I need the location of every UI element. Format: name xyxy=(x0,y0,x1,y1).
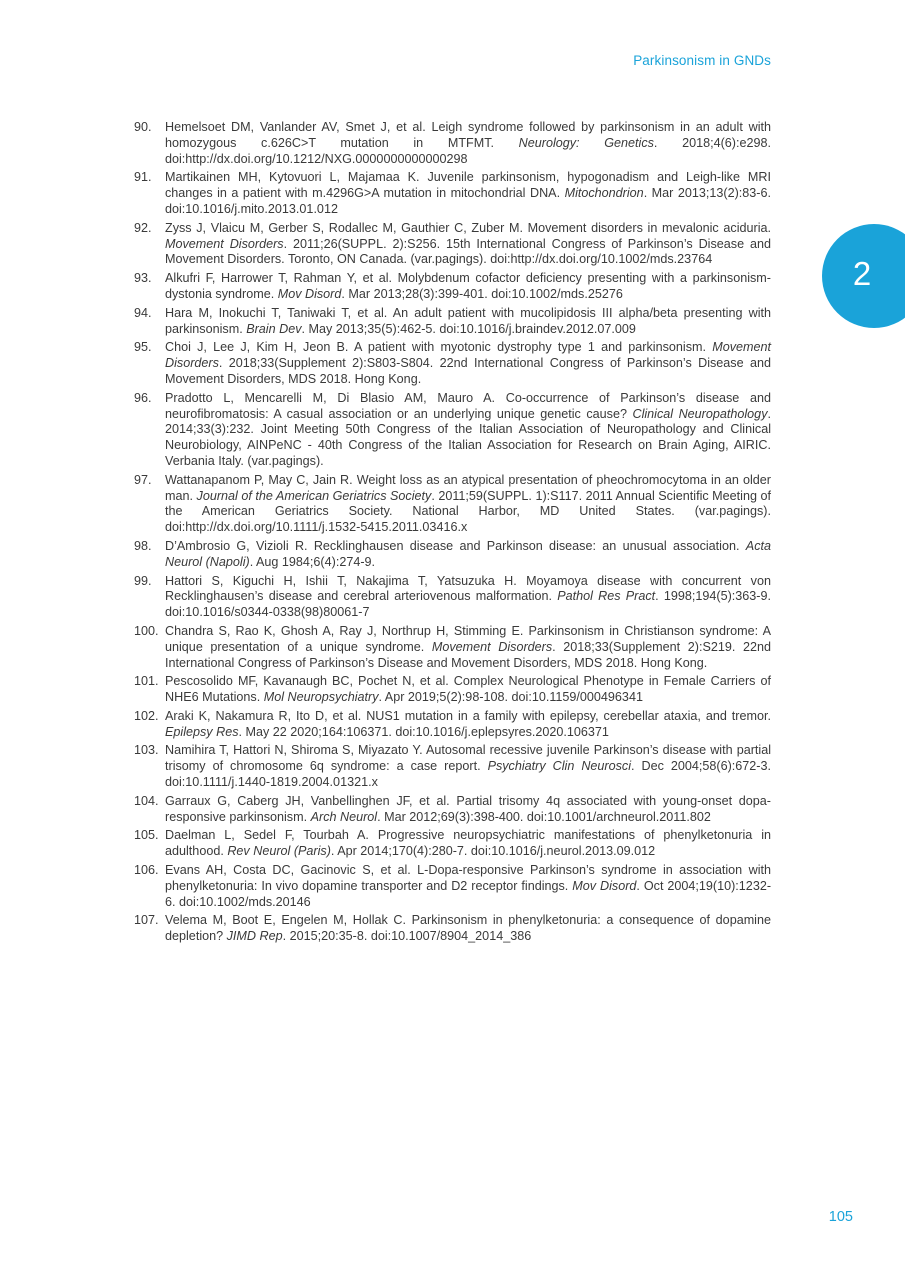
reference-item xyxy=(134,709,771,741)
reference-item xyxy=(134,221,771,268)
reference-journal: Arch Neurol xyxy=(310,809,378,824)
reference-number: 101. xyxy=(134,674,159,689)
reference-item xyxy=(134,574,771,621)
reference-journal: Clinical Neuropathology xyxy=(632,406,768,421)
reference-citation: . May 22 2020;164:106371. doi:10.1016/j.eplepsyres.2020.106371 xyxy=(238,724,609,739)
reference-journal: Journal of the American Geriatrics Society xyxy=(196,488,432,503)
reference-authors-title: Zyss J, Vlaicu M, Gerber S, Rodallec M, Gauthier C, Zuber M. Movement disorders in mevalonic aciduria. xyxy=(165,220,771,235)
reference-authors-title: Chandra S, Rao K, Ghosh A, Ray J, Northrup H, Stimming E. Parkinsonism in Christianson syndrome: A unique presentation of a unique syndrome. xyxy=(165,623,771,654)
reference-authors-title: Choi J, Lee J, Kim H, Jeon B. A patient with myotonic dystrophy type 1 and parkinsonism. xyxy=(165,340,713,355)
reference-journal: Movement Disorders xyxy=(165,340,771,371)
reference-number: 100. xyxy=(134,623,159,638)
chapter-tab xyxy=(822,224,905,328)
reference-item xyxy=(134,913,771,945)
reference-journal: JIMD Rep xyxy=(226,929,283,944)
reference-citation: . Apr 2014;170(4):280-7. doi:10.1016/j.neurol.2013.09.012 xyxy=(330,844,656,859)
reference-authors-title: Alkufri F, Harrower T, Rahman Y, et al. Molybdenum cofactor deficiency presenting with a parkinsonism-dystonia syndrome. xyxy=(165,271,771,301)
reference-item xyxy=(134,828,771,860)
reference-text xyxy=(165,794,771,826)
reference-text xyxy=(165,391,771,470)
reference-journal: Psychiatry Clin Neurosci xyxy=(487,759,632,774)
reference-text xyxy=(165,913,771,945)
reference-number: 107. xyxy=(134,913,159,928)
reference-journal: Pathol Res Pract xyxy=(557,589,656,604)
reference-authors-title: Daelman L, Sedel F, Tourbah A. Progressive neuropsychiatric manifestations of phenylketonuria in adulthood. xyxy=(165,828,771,859)
reference-text xyxy=(165,221,771,268)
running-header: Parkinsonism in GNDs xyxy=(633,53,771,68)
reference-number: 102. xyxy=(134,708,159,723)
reference-item xyxy=(134,863,771,910)
reference-authors-title: Hara M, Inokuchi T, Taniwaki T, et al. An adult patient with mucolipidosis III alpha/beta presenting with parkinsonism. xyxy=(165,305,771,336)
reference-authors-title: Velema M, Boot E, Engelen M, Hollak C. Parkinsonism in phenylketonuria: a consequence of dopamine depletion? xyxy=(165,913,771,944)
reference-citation: . 2018;33(Supplement 2):S803-S804. 22nd International Congress of Parkinson’s Disease and Movement Disorders, MDS 2018. Hong Kong. xyxy=(165,356,771,386)
reference-citation: . May 2013;35(5):462-5. doi:10.1016/j.braindev.2012.07.009 xyxy=(301,321,636,336)
reference-citation: . Oct 2004;19(10):1232-6. doi:10.1002/mds.20146 xyxy=(165,878,772,909)
reference-citation: . 2011;26(SUPPL. 2):S256. 15th International Congress of Parkinson’s Disease and Movement Disorders. Toronto, ON Canada. (var.pagings). doi:http://dx.doi.org/10.1002/mds.23764 xyxy=(165,236,771,267)
reference-journal: Mitochondrion xyxy=(564,186,644,201)
reference-text xyxy=(165,624,771,671)
reference-item xyxy=(134,391,771,470)
reference-text xyxy=(165,863,771,910)
reference-authors-title: Hemelsoet DM, Vanlander AV, Smet J, et al. Leigh syndrome followed by parkinsonism in an adult with homozygous c.626C>T mutation in MTFMT. xyxy=(165,120,771,150)
reference-journal: Brain Dev xyxy=(246,321,302,336)
reference-journal: Rev Neurol (Paris) xyxy=(227,844,331,859)
reference-item xyxy=(134,794,771,826)
reference-citation: . Apr 2019;5(2):98-108. doi:10.1159/000496341 xyxy=(378,690,643,705)
reference-authors-title: Evans AH, Costa DC, Gacinovic S, et al. L-Dopa-responsive Parkinson’s syndrome in association with phenylketonuria: In vivo dopamine transporter and D2 receptor findings. xyxy=(165,863,771,893)
reference-item xyxy=(134,271,771,303)
reference-citation: . 1998;194(5):363-9. doi:10.1016/s0344-0338(98)80061-7 xyxy=(165,589,772,620)
reference-authors-title: Pescosolido MF, Kavanaugh BC, Pochet N, et al. Complex Neurological Phenotype in Female Carriers of NHE6 Mutations. xyxy=(165,674,771,705)
reference-citation: . Mar 2013;28(3):399-401. doi:10.1002/mds.25276 xyxy=(341,286,623,301)
reference-authors-title: D’Ambrosio G, Vizioli R. Recklinghausen disease and Parkinson disease: an unusual association. xyxy=(165,538,746,553)
reference-item xyxy=(134,473,771,536)
reference-number: 97. xyxy=(134,472,152,487)
reference-citation: . 2018;33(Supplement 2):S219. 22nd International Congress of Parkinson’s Disease and Movement Disorders, MDS 2018. Hong Kong. xyxy=(165,639,771,670)
reference-list xyxy=(134,120,771,948)
reference-item xyxy=(134,340,771,387)
reference-journal: Mov Disord xyxy=(572,878,637,893)
reference-citation: . Mar 2012;69(3):398-400. doi:10.1001/archneurol.2011.802 xyxy=(377,809,711,824)
reference-text xyxy=(165,271,771,303)
reference-text xyxy=(165,709,771,741)
reference-journal: Mov Disord xyxy=(277,286,342,301)
reference-item xyxy=(134,624,771,671)
reference-text xyxy=(165,574,771,621)
reference-number: 106. xyxy=(134,863,159,878)
page-number: 105 xyxy=(828,1209,853,1225)
reference-journal: Movement Disorders xyxy=(431,639,553,654)
reference-text xyxy=(165,170,771,217)
reference-authors-title: Wattanapanom P, May C, Jain R. Weight loss as an atypical presentation of pheochromocytoma in an older man. xyxy=(165,472,771,503)
reference-item xyxy=(134,306,771,338)
reference-journal: Mol Neuropsychiatry xyxy=(263,690,379,705)
reference-citation: . 2015;20:35-8. doi:10.1007/8904_2014_386 xyxy=(282,929,532,944)
reference-item xyxy=(134,539,771,571)
reference-text xyxy=(165,120,771,167)
reference-citation: . 2018;4(6):e298. doi:http://dx.doi.org/10.1212/NXG.0000000000000298 xyxy=(165,135,771,166)
reference-text xyxy=(165,340,771,387)
reference-citation: . Mar 2013;13(2):83-6. doi:10.1016/j.mito.2013.01.012 xyxy=(165,186,771,216)
reference-journal: Epilepsy Res xyxy=(165,724,239,739)
reference-text xyxy=(165,306,771,338)
reference-authors-title: Pradotto L, Mencarelli M, Di Blasio AM, Mauro A. Co-occurrence of Parkinson’s disease and neurofibromatosis: A casual association or an underlying unique genetic cause? xyxy=(165,390,771,421)
reference-number: 98. xyxy=(134,538,152,553)
reference-text xyxy=(165,828,771,860)
reference-citation: . Dec 2004;58(6):672-3. doi:10.1111/j.1440-1819.2004.01321.x xyxy=(165,759,772,790)
reference-citation: . 2011;59(SUPPL. 1):S117. 2011 Annual Scientific Meeting of the American Geriatrics Society. National Harbor, MD United States. (var.pagings). doi:http://dx.doi.org/10.1111/j.1532-5415.2011.03416.x xyxy=(165,488,771,535)
reference-item xyxy=(134,674,771,706)
reference-text xyxy=(165,473,771,536)
reference-number: 104. xyxy=(134,793,159,808)
reference-number: 105. xyxy=(134,828,159,843)
reference-authors-title: Araki K, Nakamura R, Ito D, et al. NUS1 mutation in a family with epilepsy, cerebellar ataxia, and tremor. xyxy=(165,708,771,723)
reference-number: 96. xyxy=(134,390,152,405)
reference-authors-title: Hattori S, Kiguchi H, Ishii T, Nakajima T, Yatsuzuka H. Moyamoya disease with concurrent von Recklinghausen’s disease and cerebral arteriovenous malformation. xyxy=(165,573,771,604)
reference-item xyxy=(134,743,771,790)
reference-number: 99. xyxy=(134,573,152,588)
reference-number: 95. xyxy=(134,340,152,355)
reference-number: 92. xyxy=(134,220,152,235)
reference-authors-title: Garraux G, Caberg JH, Vanbellinghen JF, et al. Partial trisomy 4q associated with young-onset dopa-responsive parkinsonism. xyxy=(165,793,771,824)
reference-text xyxy=(165,743,771,790)
reference-number: 103. xyxy=(134,743,159,758)
reference-number: 93. xyxy=(134,271,152,286)
reference-item xyxy=(134,120,771,167)
reference-item xyxy=(134,170,771,217)
reference-number: 90. xyxy=(134,120,152,134)
reference-journal: Neurology: Genetics xyxy=(518,135,654,150)
chapter-number: 2 xyxy=(852,255,872,292)
reference-text xyxy=(165,674,771,706)
reference-journal: Acta Neurol (Napoli) xyxy=(165,538,771,569)
reference-authors-title: Martikainen MH, Kytovuori L, Majamaa K. Juvenile parkinsonism, hypogonadism and Leigh-like MRI changes in a patient with m.4296G>A mutation in mitochondrial DNA. xyxy=(165,170,771,201)
reference-journal: Movement Disorders xyxy=(165,236,284,251)
reference-number: 91. xyxy=(134,170,152,185)
reference-authors-title: Namihira T, Hattori N, Shiroma S, Miyazato Y. Autosomal recessive juvenile Parkinson’s disease with partial trisomy of chromosome 6q syndrome: a case report. xyxy=(165,743,771,774)
reference-number: 94. xyxy=(134,305,152,320)
reference-citation: . 2014;33(3):232. Joint Meeting 50th Congress of the Italian Association of Neuropathology and Clinical Neurobiology, AINPeNC - 40th Congress of the Italian Association for Research on Brain Aging, AIRIC. Verbania Italy. (var.pagings). xyxy=(165,406,771,468)
reference-text xyxy=(165,539,771,571)
reference-citation: . Aug 1984;6(4):274-9. xyxy=(249,554,376,569)
